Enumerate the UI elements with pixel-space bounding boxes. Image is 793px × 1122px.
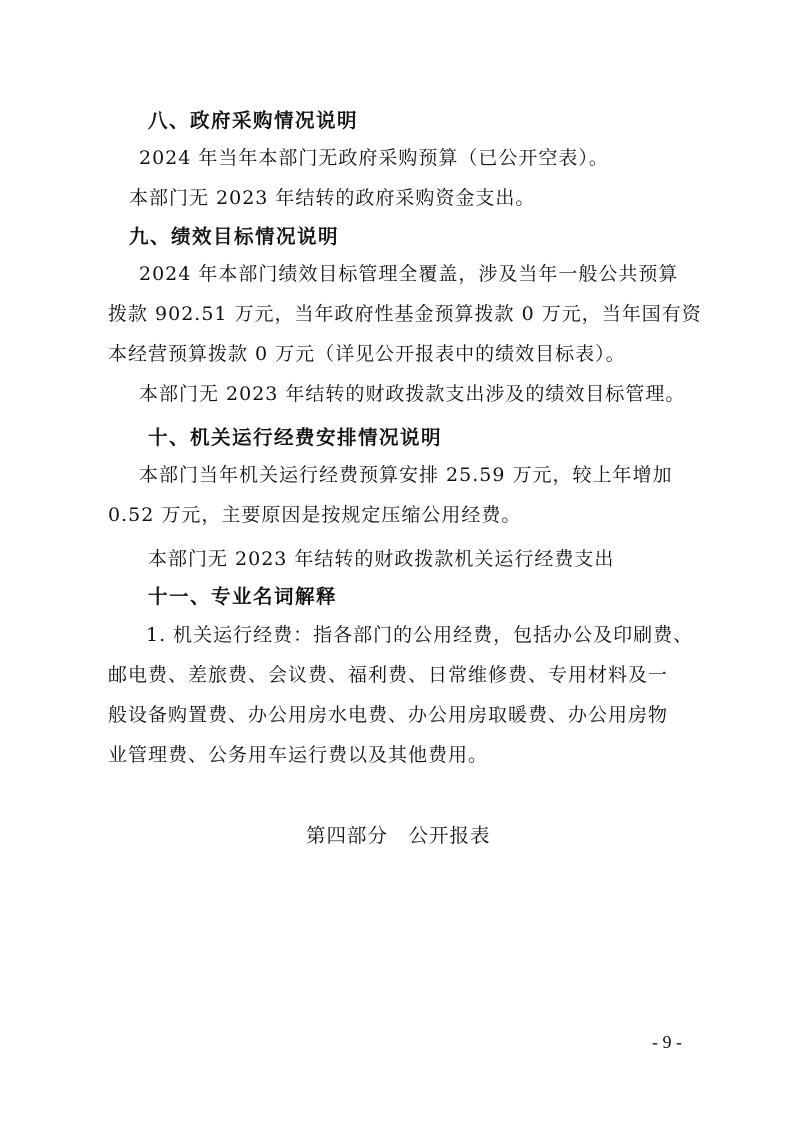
performance-line-2: 拨款 902.51 万元，当年政府性基金预算拨款 0 万元，当年国有资 xyxy=(108,303,702,325)
section-heading-operating-funds: 十、机关运行经费安排情况说明 xyxy=(148,426,443,449)
procurement-line-1: 2024 年当年本部门无政府采购预算（已公开空表）。 xyxy=(139,147,609,169)
glossary-line-4: 业管理费、公务用车运行费以及其他费用。 xyxy=(108,744,489,766)
part-title: 第四部分 公开报表 xyxy=(306,824,491,847)
section-heading-performance: 九、绩效目标情况说明 xyxy=(129,225,340,248)
operating-funds-line-3: 本部门无 2023 年结转的财政拨款机关运行经费支出 xyxy=(148,548,615,570)
section-heading-procurement: 八、政府采购情况说明 xyxy=(148,109,359,132)
operating-funds-line-2: 0.52 万元，主要原因是按规定压缩公用经费。 xyxy=(108,504,522,526)
section-heading-glossary: 十一、专业名词解释 xyxy=(148,585,338,608)
performance-line-1: 2024 年本部门绩效目标管理全覆盖，涉及当年一般公共预算 xyxy=(139,263,679,285)
page-number: - 9 - xyxy=(652,1032,682,1052)
operating-funds-line-1: 本部门当年机关运行经费预算安排 25.59 万元，较上年增加 xyxy=(139,464,673,486)
procurement-line-2: 本部门无 2023 年结转的政府采购资金支出。 xyxy=(129,187,536,209)
glossary-line-1: 1. 机关运行经费：指各部门的公用经费，包括办公及印刷费、 xyxy=(146,624,694,646)
glossary-line-3: 般设备购置费、办公用房水电费、办公用房取暖费、办公用房物 xyxy=(108,704,669,726)
glossary-line-2: 邮电费、差旅费、会议费、福利费、日常维修费、专用材料及一 xyxy=(108,664,669,686)
performance-line-3: 本经营预算拨款 0 万元（详见公开报表中的绩效目标表）。 xyxy=(108,343,626,365)
performance-line-4: 本部门无 2023 年结转的财政拨款支出涉及的绩效目标管理。 xyxy=(139,383,686,405)
